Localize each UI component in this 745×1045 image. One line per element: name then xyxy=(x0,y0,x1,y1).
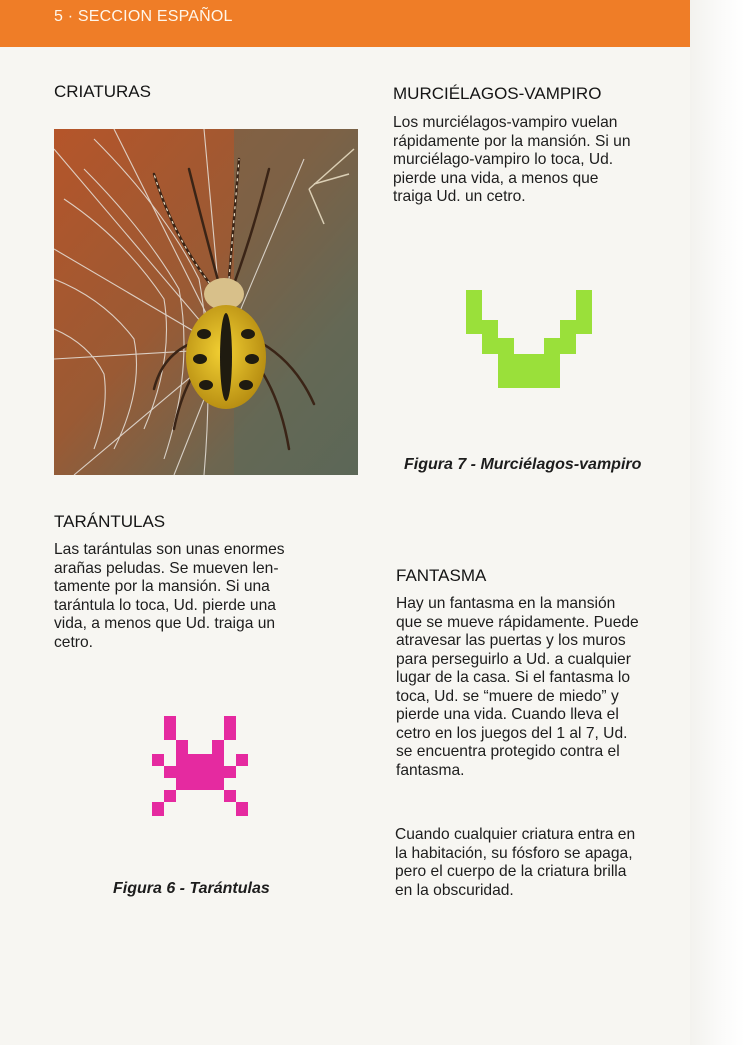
tarantulas-description xyxy=(54,541,354,652)
vampire-bat-sprite xyxy=(466,290,592,388)
text-line: atravesar las puertas y los muros xyxy=(396,632,626,649)
text-line: tamente por la mansión. Si una xyxy=(54,578,270,595)
text-line: Cuando cualquier criatura entra en xyxy=(395,826,636,843)
text-line: Los murciélagos-vampiro vuelan xyxy=(393,114,618,131)
text-line: Las tarántulas son unas enormes xyxy=(54,541,285,558)
text-line: toca, Ud. se “muere de miedo” y xyxy=(396,687,619,705)
spider-photo xyxy=(54,129,358,475)
text-line: pero el cuerpo de la criatura brilla xyxy=(395,863,627,880)
section-header-label: 5 · SECCION ESPAÑOL xyxy=(54,8,233,25)
text-line: tarántula lo toca, Ud. pierde una xyxy=(54,596,276,614)
text-line: rápidamente por la mansión. Si un xyxy=(393,132,631,150)
tarantula-sprite xyxy=(152,716,248,816)
heading-tarantulas: TARÁNTULAS xyxy=(54,512,166,531)
text-line: murciélago-vampiro lo toca, Ud. xyxy=(393,151,614,168)
page-edge xyxy=(690,0,745,1045)
text-line: vida, a menos que Ud. traiga un xyxy=(54,615,276,632)
heading-murcielagos: MURCIÉLAGOS-VAMPIRO xyxy=(393,84,602,103)
murcielagos-description xyxy=(393,114,693,207)
text-line: lugar de la casa. Si el fantasma lo xyxy=(396,669,631,686)
text-line: cetro. xyxy=(54,633,93,651)
text-line: se encuentra protegido contra el xyxy=(396,743,620,760)
text-line: Hay un fantasma en la mansión xyxy=(396,595,616,612)
text-line: pierde una vida. Cuando lleva el xyxy=(396,706,619,723)
figure7-caption: Figura 7 - Murciélagos-vampiro xyxy=(404,456,642,473)
fantasma-description xyxy=(396,595,696,780)
section-header-bar xyxy=(0,0,690,47)
heading-fantasma: FANTASMA xyxy=(396,566,487,585)
text-line: para perseguirlo a Ud. a cualquier xyxy=(396,650,631,668)
text-line: en la obscuridad. xyxy=(395,881,514,899)
criatura-glow-description xyxy=(395,826,695,900)
figure6-caption: Figura 6 - Tarántulas xyxy=(113,880,270,897)
text-line: arañas peludas. Se mueven len- xyxy=(54,559,279,577)
spider-on-web-illustration xyxy=(54,129,358,475)
text-line: pierde una vida, a menos que xyxy=(393,169,599,187)
text-line: traiga Ud. un cetro. xyxy=(393,188,526,205)
text-line: fantasma. xyxy=(396,761,465,779)
text-line: que se mueve rápidamente. Puede xyxy=(396,613,639,631)
heading-criaturas: CRIATURAS xyxy=(54,82,151,101)
text-line: la habitación, su fósforo se apaga, xyxy=(395,844,633,862)
text-line: cetro en los juegos del 1 al 7, Ud. xyxy=(396,724,628,742)
